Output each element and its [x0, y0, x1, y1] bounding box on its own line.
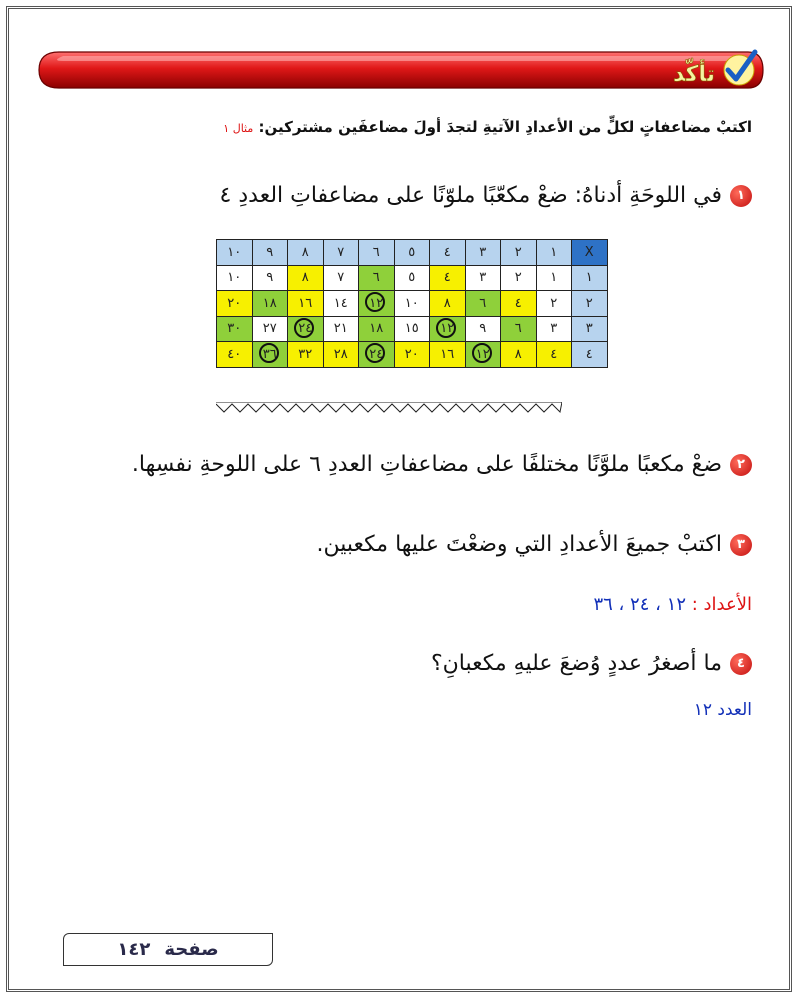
page-number: ١٤٢	[117, 939, 151, 960]
grid-cell: ٢٧	[252, 316, 288, 342]
answer-3	[593, 594, 752, 615]
circle-mark	[294, 318, 314, 338]
grid-cell: ٣٢	[288, 342, 324, 368]
grid-cell: ٢٤	[288, 316, 324, 342]
grid-cell: ٢٠	[394, 342, 430, 368]
grid-row	[217, 342, 608, 368]
grid-row	[217, 316, 608, 342]
grid-column-header: ٥	[394, 240, 430, 266]
grid-cell: ٩	[252, 265, 288, 291]
question-number-badge: ٢	[730, 454, 752, 476]
grid-cell: ٣٠	[217, 316, 253, 342]
question-number-badge: ٤	[730, 653, 752, 675]
answer-3-label: الأعداد :	[691, 594, 752, 615]
grid-cell: ٢	[536, 291, 572, 317]
question-text: اكتبْ جميعَ الأعدادِ التي وضعْتَ عليها مكعبين.	[316, 532, 722, 557]
page-border	[6, 6, 792, 992]
grid-cell: ١٥	[394, 316, 430, 342]
page-label: صفحة	[164, 939, 219, 960]
grid-column-header: ١٠	[217, 240, 253, 266]
grid-column-header: ٦	[359, 240, 395, 266]
grid-cell: ٦	[359, 265, 395, 291]
answer-4: العدد ١٢	[693, 700, 752, 720]
question-1	[220, 183, 752, 208]
grid-cell: ١٢	[465, 342, 501, 368]
grid-cell: ١٠	[217, 265, 253, 291]
grid-cell: ٨	[288, 265, 324, 291]
grid-cell: ٢٨	[323, 342, 359, 368]
grid-cell: ١٦	[430, 342, 466, 368]
page-number-box	[63, 933, 273, 966]
circle-mark	[365, 343, 385, 363]
question-number-badge: ١	[730, 185, 752, 207]
grid-cell: ٤	[536, 342, 572, 368]
grid-column-header: ٤	[430, 240, 466, 266]
header-banner	[33, 44, 768, 96]
grid-cell: ٣٦	[252, 342, 288, 368]
grid-cell: ٢١	[323, 316, 359, 342]
grid-cell: ٩	[465, 316, 501, 342]
grid-cell: ١٨	[359, 316, 395, 342]
circle-mark	[259, 343, 279, 363]
grid-cell: ٢٠	[217, 291, 253, 317]
grid-cell: ١٢	[359, 291, 395, 317]
circle-mark	[365, 292, 385, 312]
grid-cell: ٤	[501, 291, 537, 317]
grid-cell: ٣	[536, 316, 572, 342]
torn-edge	[216, 402, 562, 416]
grid-cell: ١٠	[394, 291, 430, 317]
grid-row-header: ٢	[572, 291, 608, 317]
grid-cell: ١٦	[288, 291, 324, 317]
instruction-text: اكتبْ مضاعفاتٍ لكلٍّ من الأعدادِ الآتيةِ لتجدَ أولَ مضاعفَين مشتركين:	[258, 118, 752, 136]
instruction	[223, 118, 752, 136]
grid-cell: ٣	[465, 265, 501, 291]
grid-column-header: ٨	[288, 240, 324, 266]
grid-column-header: ١	[536, 240, 572, 266]
grid-row-header: ٤	[572, 342, 608, 368]
grid-cell: ٢٤	[359, 342, 395, 368]
grid-column-header: ٢	[501, 240, 537, 266]
grid-column-header: ٩	[252, 240, 288, 266]
grid-cell: ١٢	[430, 316, 466, 342]
question-number-badge: ٣	[730, 534, 752, 556]
grid-row-header: ٣	[572, 316, 608, 342]
grid-cell: ٦	[501, 316, 537, 342]
answer-3-value: ١٢ ، ٢٤ ، ٣٦	[593, 594, 686, 615]
grid-cell: ٨	[430, 291, 466, 317]
question-4	[431, 651, 752, 676]
grid-column-header: ٧	[323, 240, 359, 266]
grid-cell: ١	[536, 265, 572, 291]
grid-row-header: ١	[572, 265, 608, 291]
multiplication-table	[216, 239, 608, 368]
circle-mark	[472, 343, 492, 363]
question-3	[317, 532, 752, 557]
question-2	[132, 452, 752, 477]
grid-header-row	[217, 240, 608, 266]
grid-cell: ٤٠	[217, 342, 253, 368]
grid-row	[217, 291, 608, 317]
grid-cell: ٨	[501, 342, 537, 368]
question-text: في اللوحَةِ أدناهُ: ضعْ مكعّبًا ملوّنًا على مضاعفاتِ العددِ ٤	[219, 183, 722, 208]
banner-title: تأكّد	[672, 62, 715, 87]
grid-corner-cell: X	[572, 240, 608, 266]
grid-cell: ٦	[465, 291, 501, 317]
grid-column-header: ٣	[465, 240, 501, 266]
question-text: ما أصغرُ عددٍ وُضعَ عليهِ مكعبانِ؟	[430, 651, 722, 676]
grid-cell: ٤	[430, 265, 466, 291]
grid-row	[217, 265, 608, 291]
grid-cell: ٧	[323, 265, 359, 291]
example-reference: مثال ١	[223, 122, 254, 135]
grid-cell: ١٤	[323, 291, 359, 317]
question-text: ضعْ مكعبًا ملوَّنًا مختلفًا على مضاعفاتِ العددِ ٦ على اللوحةِ نفسِها.	[131, 452, 722, 477]
grid-cell: ١٨	[252, 291, 288, 317]
grid-cell: ٢	[501, 265, 537, 291]
grid-cell: ٥	[394, 265, 430, 291]
circle-mark	[436, 318, 456, 338]
